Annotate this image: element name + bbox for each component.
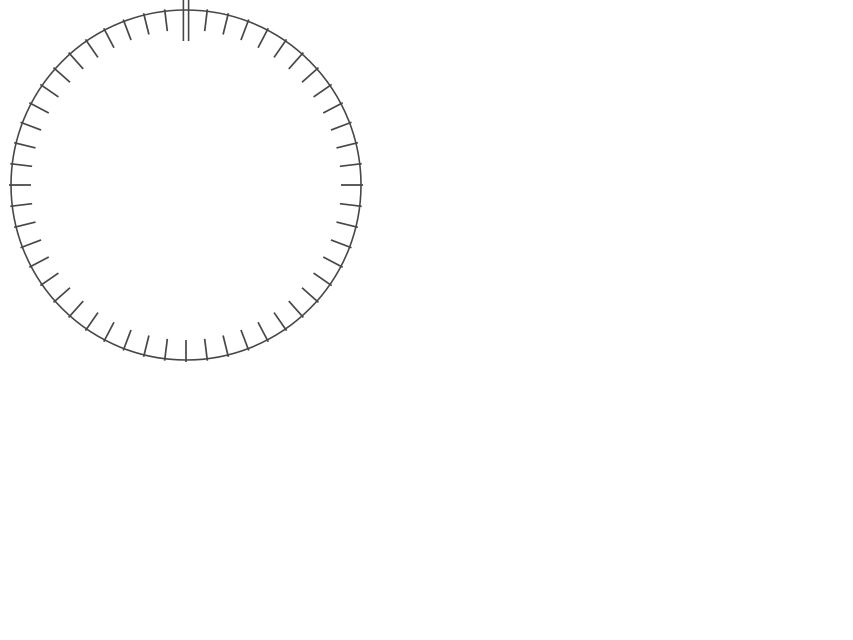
week-wheel-slot <box>183 0 188 41</box>
week-wheel-disc[interactable] <box>9 0 363 362</box>
week-wheel-outline <box>11 10 361 360</box>
